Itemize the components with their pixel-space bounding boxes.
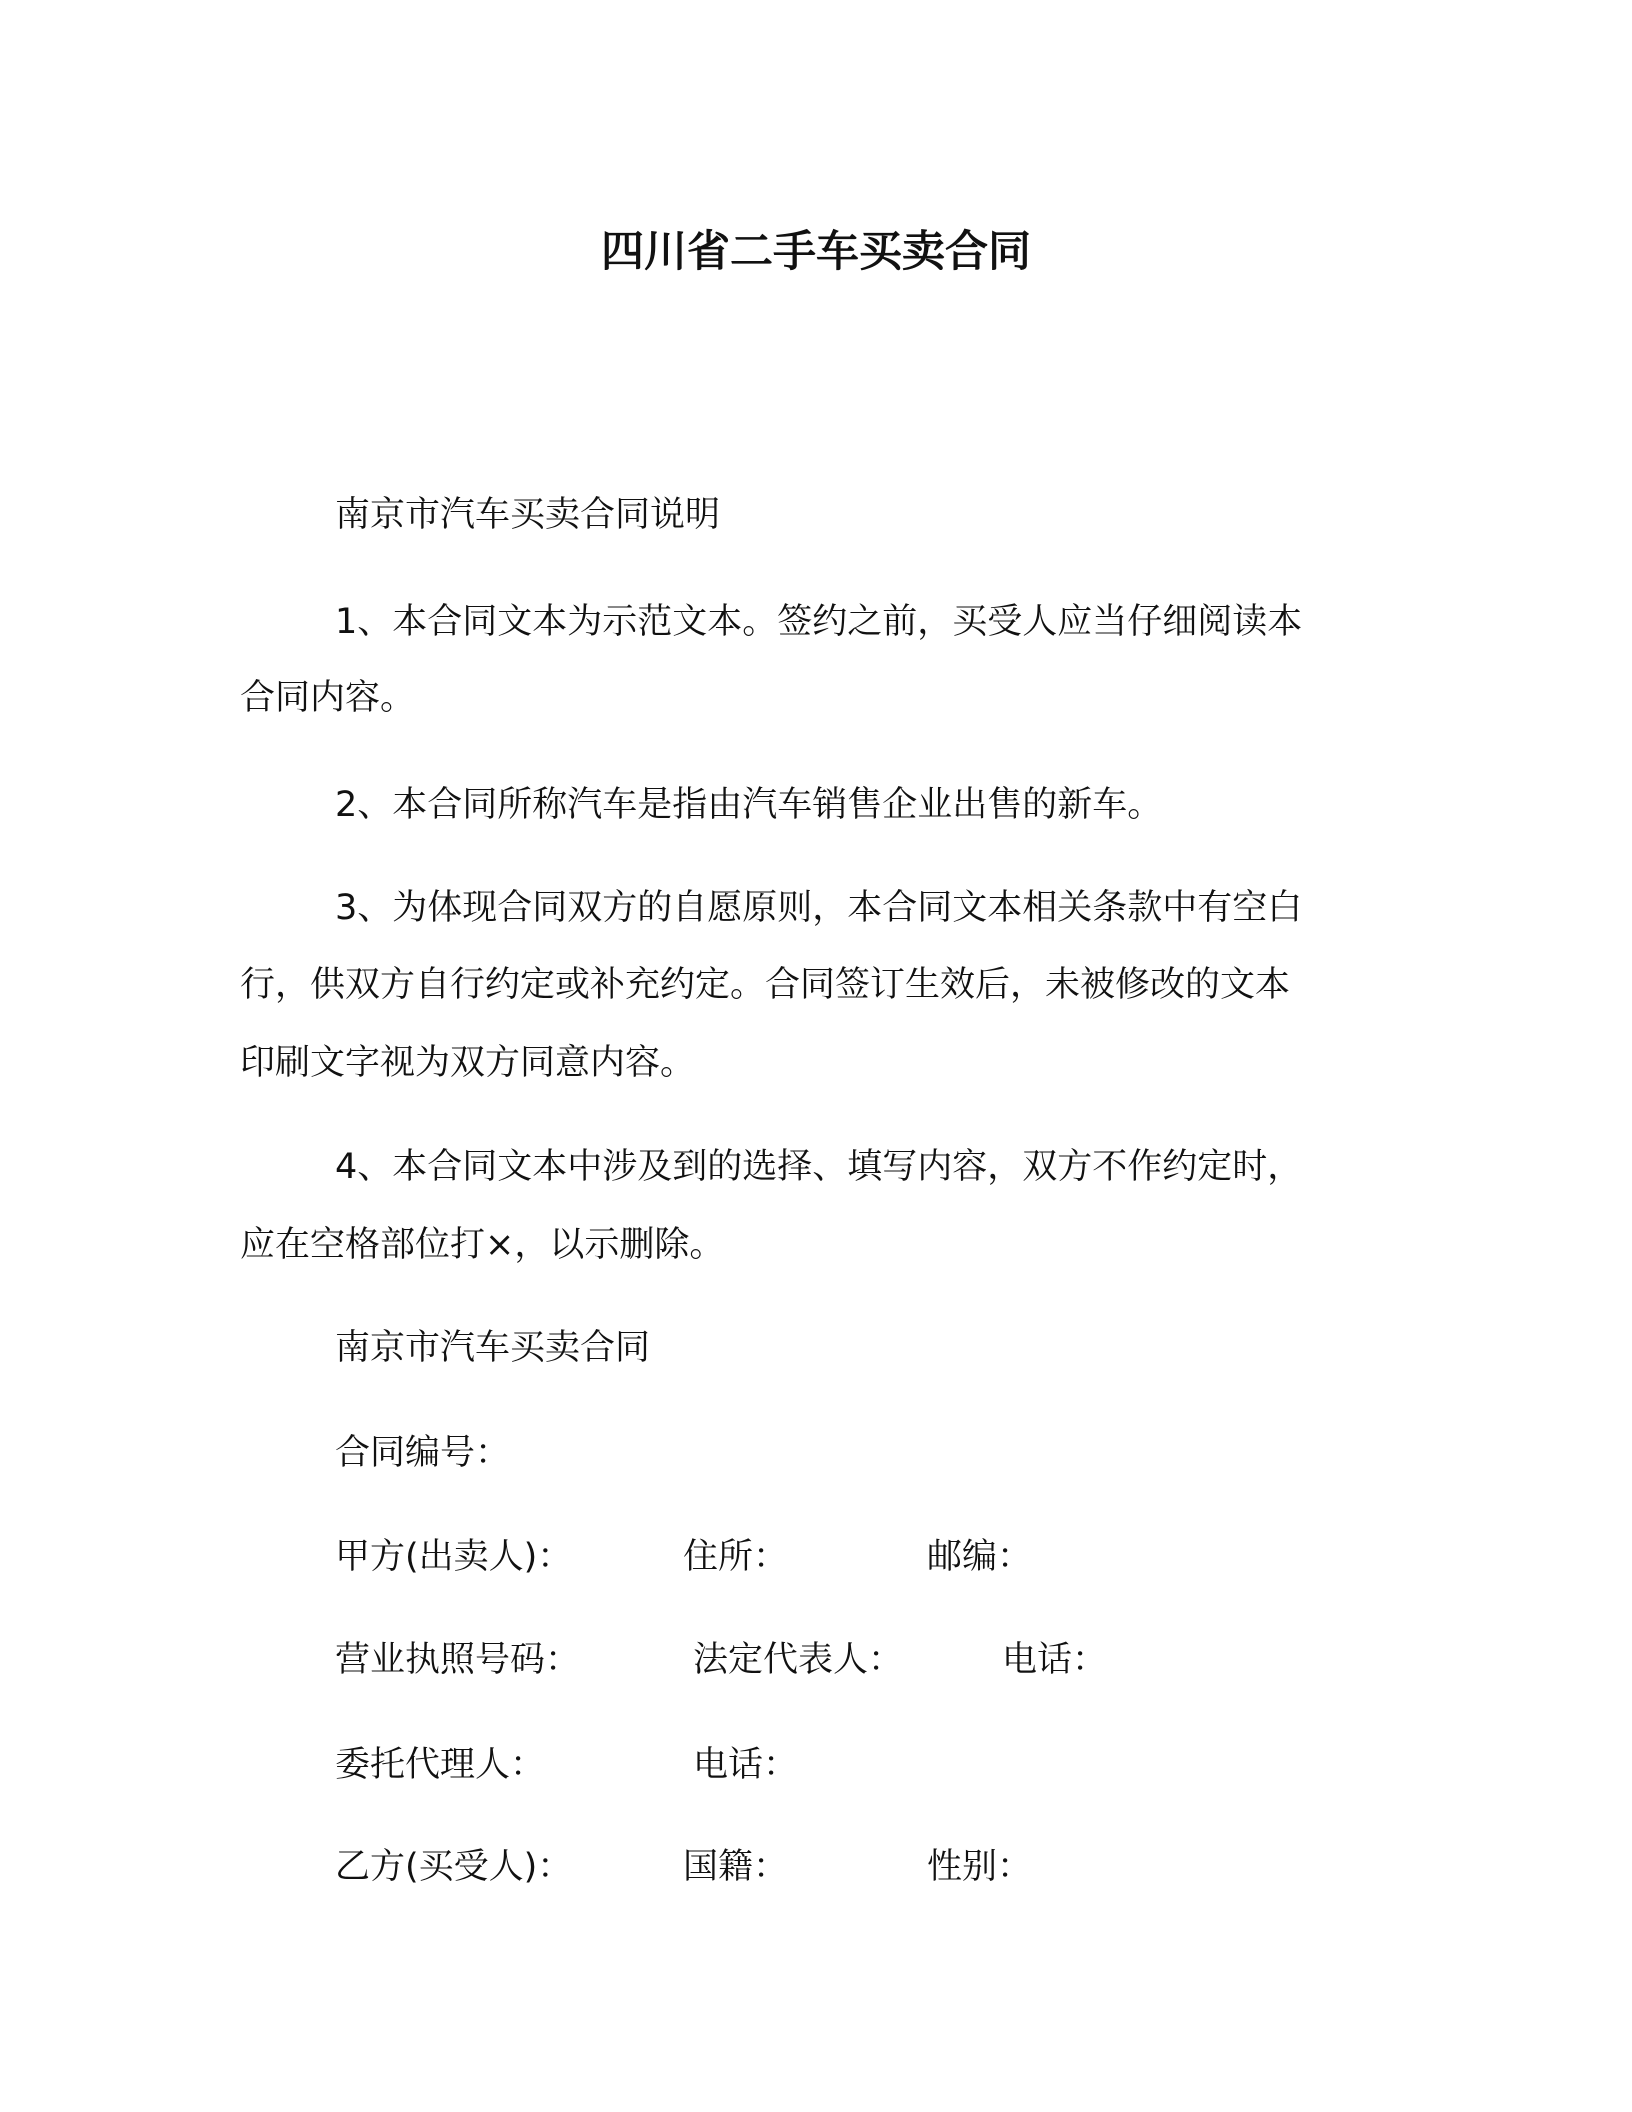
document-title: 四川省二手车买卖合同 — [601, 227, 1031, 277]
seller-address-label: 住所： — [683, 1537, 789, 1577]
business-license-label: 营业执照号码： — [335, 1640, 581, 1680]
contract-number-label: 合同编号： — [335, 1433, 511, 1473]
buyer-nationality-label: 国籍： — [683, 1847, 789, 1887]
agent-phone-label: 电话： — [693, 1745, 799, 1785]
buyer-gender-label: 性别： — [927, 1847, 1033, 1887]
note-item-1-line-2: 合同内容。 — [240, 678, 416, 718]
notes-heading: 南京市汽车买卖合同说明 — [335, 495, 721, 535]
seller-postcode-label: 邮编： — [927, 1537, 1033, 1577]
note-item-3-line-2: 行，供双方自行约定或补充约定。合同签订生效后，未被修改的文本 — [240, 965, 1291, 1005]
note-item-2-line-1: 2、本合同所称汽车是指由汽车销售企业出售的新车。 — [335, 785, 1163, 825]
buyer-label: 乙方(买受人)： — [335, 1847, 573, 1887]
legal-representative-label: 法定代表人： — [693, 1640, 904, 1680]
agent-label: 委托代理人： — [335, 1745, 546, 1785]
note-item-4-line-2: 应在空格部位打×，以示删除。 — [240, 1225, 725, 1265]
note-item-1-line-1: 1、本合同文本为示范文本。签约之前，买受人应当仔细阅读本 — [335, 602, 1303, 642]
contract-heading: 南京市汽车买卖合同 — [335, 1328, 651, 1368]
seller-label: 甲方(出卖人)： — [335, 1537, 573, 1577]
note-item-3-line-1: 3、为体现合同双方的自愿原则，本合同文本相关条款中有空白 — [335, 888, 1303, 928]
seller-phone-label: 电话： — [1002, 1640, 1108, 1680]
note-item-3-line-3: 印刷文字视为双方同意内容。 — [240, 1043, 696, 1083]
note-item-4-line-1: 4、本合同文本中涉及到的选择、填写内容，双方不作约定时， — [335, 1147, 1303, 1187]
